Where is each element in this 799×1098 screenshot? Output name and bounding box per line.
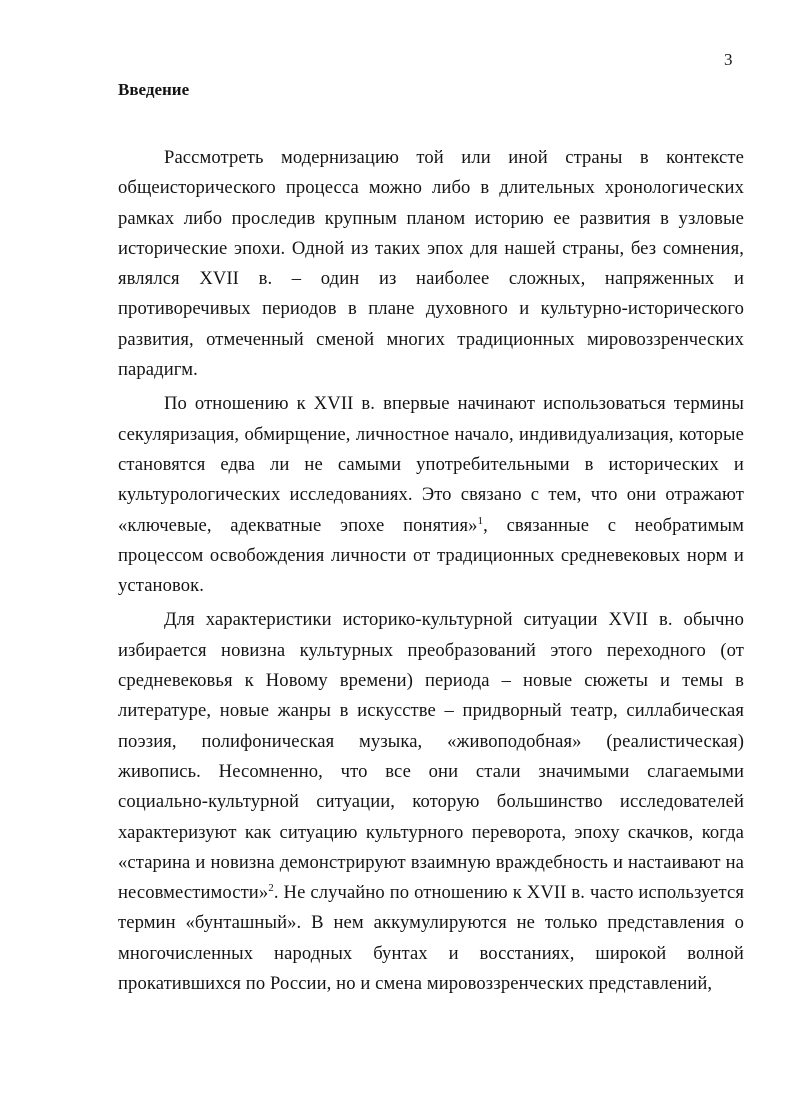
paragraph-1-text: Рассмотреть модернизацию той или иной страны в контексте общеисторического процесса можно либо в длительных хронологических рамках либо проследив крупным планом историю ее развития в узловые исторические эпохи. Одной из таких эпох для нашей страны, без сомнения, являлся XVII в. – один из наиболее сложных, напряженных и противоречивых периодов в плане духовного и культурно-исторического развития, отмеченный сменой многих традиционных мировоззренческих парадигм.: [118, 147, 744, 381]
paragraph-2-text-before: По отношению к XVII в. впервые начинают использоваться термины секуляризация, обмирщение, личностное начало, индивидуализация, которые становятся едва ли не самыми употребительными в исторических и культурологических исследованиях. Это связано с тем, что они отражают «ключевые, адекватные эпохе понятия»: [118, 393, 744, 536]
section-heading: Введение: [118, 80, 190, 99]
paragraph-3: [118, 605, 744, 999]
paragraph-2: [118, 389, 744, 601]
paragraph-1: [118, 143, 744, 385]
footnote-ref-1: 1: [477, 514, 484, 527]
footnote-ref-2: 2: [268, 881, 274, 894]
body-text: [118, 143, 744, 1003]
paragraph-2-text-after: , связанные с необратимым процессом освобождения личности от традиционных средневековых норм и установок.: [118, 514, 744, 597]
paragraph-3-text-after: . Не случайно по отношению к XVII в. часто используется термин «бунташный». В нем аккумулируются не только представления о многочисленных народных бунтах и восстаниях, широкой волной прокатившихся по России, но и смена мировоззренческих представлений,: [118, 882, 744, 995]
paragraph-3-text-before: Для характеристики историко-культурной ситуации XVII в. обычно избирается новизна культурных преобразований этого переходного (от средневековья к Новому времени) периода – новые сюжеты и темы в литературе, новые жанры в искусстве – придворный театр, силлабическая поэзия, полифоническая музыка, «живоподобная» (реалистическая) живопись. Несомненно, что все они стали значимыми слагаемыми социально-культурной ситуации, которую большинство исследователей характеризуют как ситуацию культурного переворота, эпоху скачков, когда «старина и новизна демонстрируют взаимную враждебность и настаивают на несовместимости»: [118, 609, 744, 904]
page-number: 3: [724, 50, 733, 69]
